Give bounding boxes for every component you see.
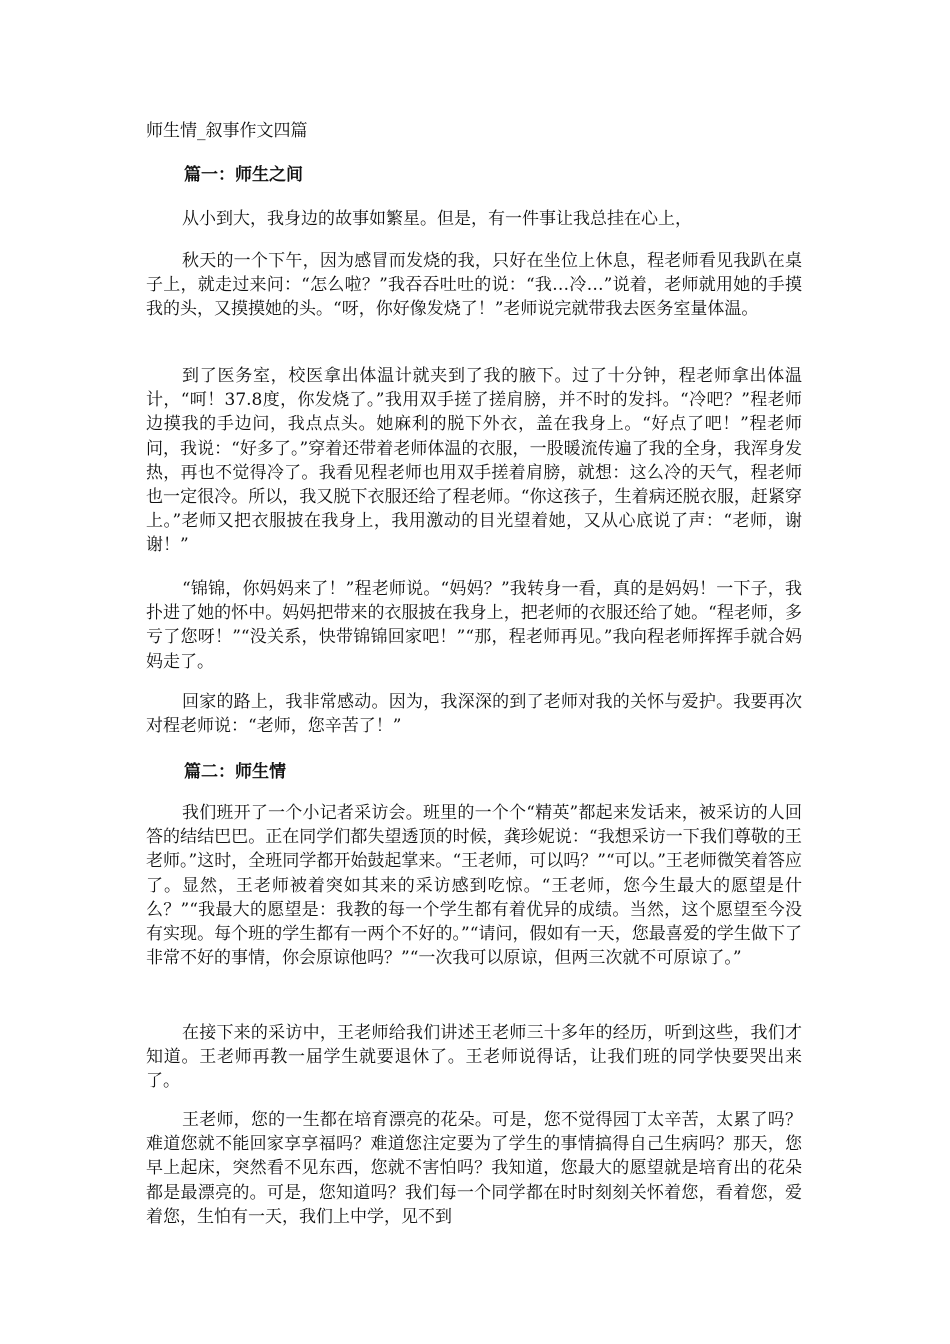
document-title: 师生情_叙事作文四篇 xyxy=(146,121,308,141)
paragraph: 秋天的一个下午，因为感冒而发烧的我，只好在坐位上休息，程老师看见我趴在桌子上，就走过来问：“怎么啦？”我吞吞吐吐的说：“我…冷…”说着，老师就用她的手摸我的头，又摸摸她的头。“呀，你好像发烧了！”老师说完就带我去医务室量体温。 xyxy=(146,251,802,320)
paragraph: 回家的路上，我非常感动。因为，我深深的到了老师对我的关怀与爱护。我要再次对程老师说：“老师，您辛苦了！” xyxy=(146,692,802,737)
paragraph: 从小到大，我身边的故事如繁星。但是，有一件事让我总挂在心上， xyxy=(182,209,692,229)
paragraph: 在接下来的采访中，王老师给我们讲述王老师三十多年的经历，听到这些，我们才知道。王老师再教一届学生就要退休了。王老师说得话，让我们班的同学快要哭出来了。 xyxy=(146,1023,802,1092)
paragraph: 王老师，您的一生都在培育漂亮的花朵。可是，您不觉得园丁太辛苦，太累了吗？难道您就不能回家享享福吗？难道您注定要为了学生的事情搞得自己生病吗？那天，您早上起床，突然看不见东西，您就不害怕吗？我知道，您最大的愿望就是培育出的花朵都是最漂亮的。可是，您知道吗？我们每一个同学都在时时刻刻关怀着您，看着您，爱着您，生怕有一天，我们上中学，见不到 xyxy=(146,1110,802,1227)
section-heading-2: 篇二：师生情 xyxy=(184,762,286,782)
paragraph: 到了医务室，校医拿出体温计就夹到了我的腋下。过了十分钟，程老师拿出体温计，“呵！37.8度，你发烧了。”我用双手搓了搓肩膀，并不时的发抖。“冷吧？”程老师边摸我的手边问，我点点头。她麻利的脱下外衣，盖在我身上。“好点了吧！”程老师问，我说：“好多了。”穿着还带着老师体温的衣服，一股暖流传遍了我的全身，我浑身发热，再也不觉得冷了。我看见程老师也用双手搓着肩膀，就想：这么冷的天气，程老师也一定很冷。所以，我又脱下衣服还给了程老师。“你这孩子，生着病还脱衣服，赶紧穿上。”老师又把衣服披在我身上，我用激动的目光望着她，又从心底说了声：“老师，谢谢！” xyxy=(146,366,802,556)
section-heading-1: 篇一：师生之间 xyxy=(184,165,303,185)
paragraph: 我们班开了一个小记者采访会。班里的一个个“精英”都起来发话来，被采访的人回答的结结巴巴。正在同学们都失望透顶的时候，龚珍妮说：“我想采访一下我们尊敬的王老师。”这时，全班同学都开始鼓起掌来。“王老师，可以吗？”“可以。”王老师微笑着答应了。显然，王老师被着突如其来的采访感到吃惊。“王老师，您今生最大的愿望是什么？”“我最大的愿望是：我教的每一个学生都有着优异的成绩。当然，这个愿望至今没有实现。每个班的学生都有一两个不好的。”“请问，假如有一天，您最喜爱的学生做下了非常不好的事情，你会原谅他吗？”“一次我可以原谅，但两三次就不可原谅了。” xyxy=(146,803,802,969)
paragraph: “锦锦，你妈妈来了！”程老师说。“妈妈？”我转身一看，真的是妈妈！一下子，我扑进了她的怀中。妈妈把带来的衣服披在我身上，把老师的衣服还给了她。“程老师，多亏了您呀！”“没关系，快带锦锦回家吧！”“那，程老师再见。”我向程老师挥挥手就合妈妈走了。 xyxy=(146,579,802,672)
